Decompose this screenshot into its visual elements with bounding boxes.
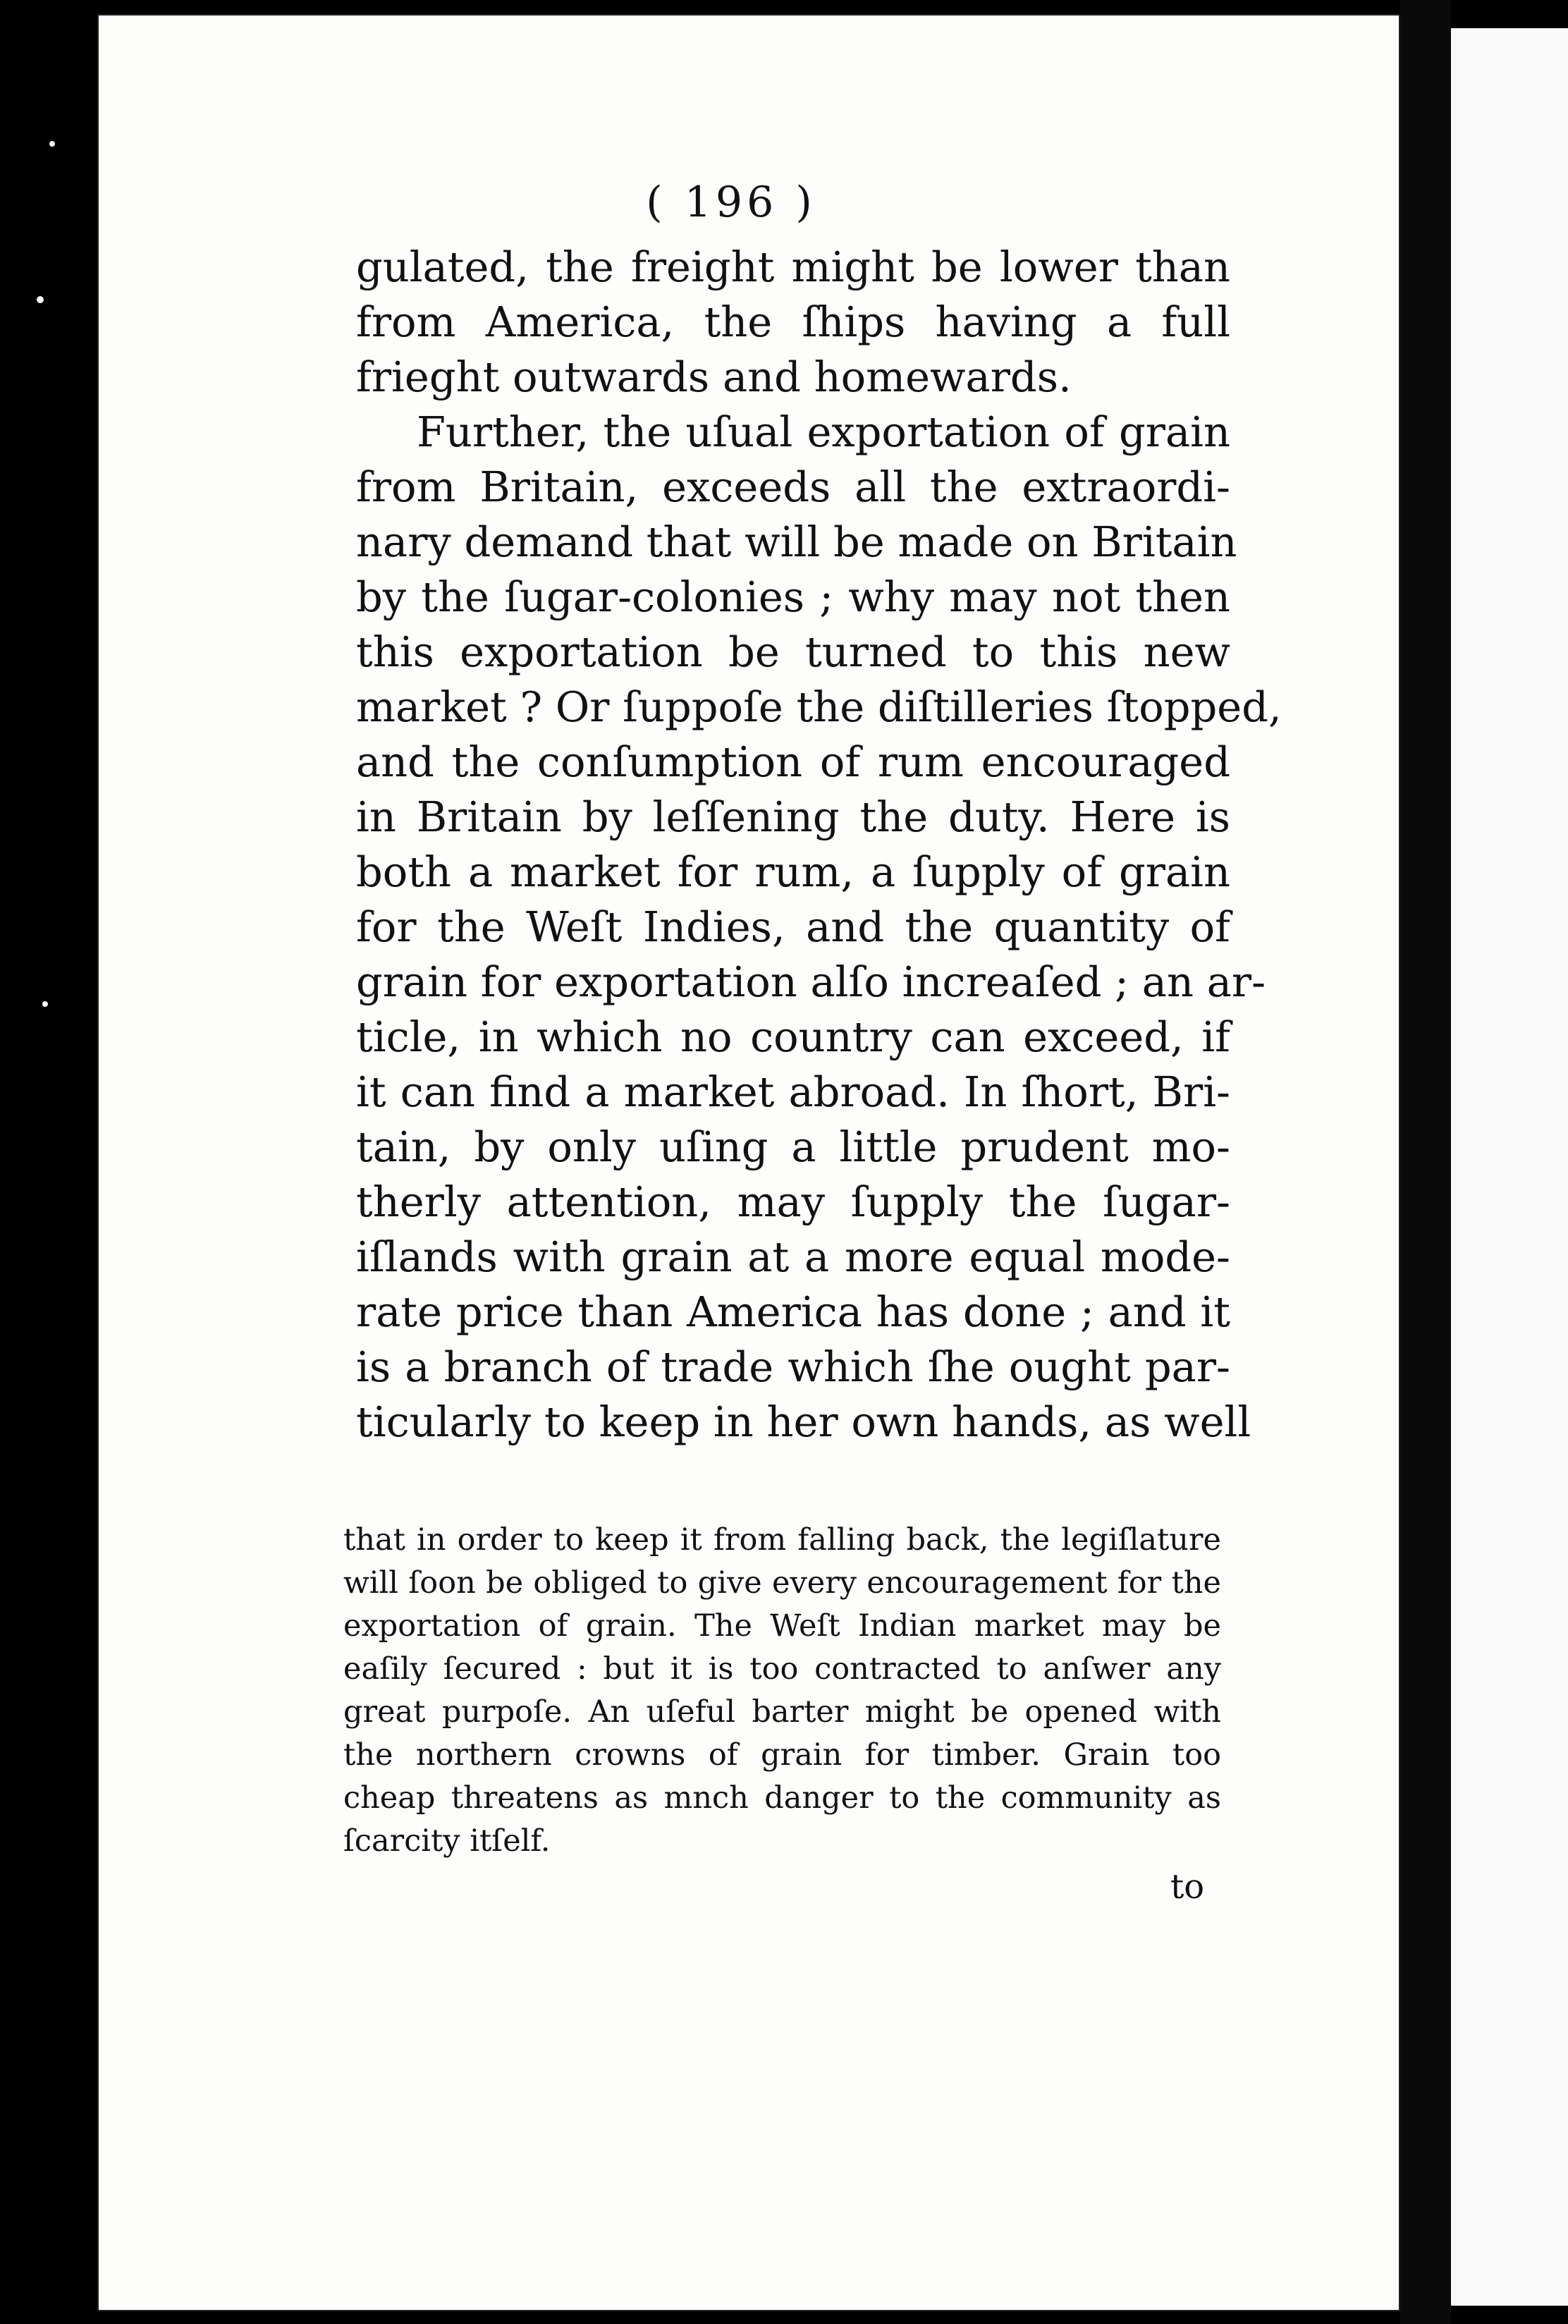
- footnote-line: ſcarcity itſelf.: [343, 1823, 551, 1859]
- body-line: market ? Or ſuppoſe the diſtilleries ſtopped,: [356, 683, 1282, 731]
- scan-speck: [37, 296, 44, 303]
- footnote: [343, 1519, 1221, 1863]
- footnote-line: great purpoſe. An uſeful barter might be opened with: [343, 1694, 1221, 1730]
- body-line: from America, the ſhips having a full: [356, 298, 1230, 346]
- footnote-line: cheap threatens as mnch danger to the community as: [343, 1780, 1221, 1816]
- body-line: is a branch of trade which ſhe ought par-: [356, 1343, 1230, 1391]
- footnote-line: that in order to keep it from falling back, the legiſlature: [343, 1522, 1221, 1558]
- catchword: to: [1170, 1867, 1205, 1907]
- body-line: rate price than America has done ; and it: [356, 1288, 1230, 1336]
- body-line: by the ſugar-colonies ; why may not then: [356, 573, 1230, 621]
- body-line: both a market for rum, a ſupply of grain: [356, 848, 1230, 896]
- scan-speck: [42, 1001, 48, 1007]
- page-number: ( 196 ): [646, 178, 816, 227]
- body-line: from Britain, exceeds all the extraordi-: [356, 463, 1230, 511]
- footnote-line: exportation of grain. The Weſt Indian market may be: [343, 1608, 1221, 1644]
- footnote-line: will ſoon be obliged to give every encouragement for the: [343, 1565, 1221, 1601]
- body-line: Further, the uſual exportation of grain: [417, 408, 1230, 456]
- body-line: for the Weſt Indies, and the quantity of: [356, 903, 1230, 951]
- facing-page-edge: [1451, 28, 1568, 2306]
- book-gutter: [1400, 0, 1451, 2324]
- body-line: ticle, in which no country can exceed, if: [356, 1013, 1230, 1061]
- body-text: [356, 240, 1282, 1450]
- body-line: ticularly to keep in her own hands, as well: [356, 1398, 1251, 1446]
- body-line: it can find a market abroad. In ſhort, Bri-: [356, 1068, 1230, 1116]
- body-line: gulated, the freight might be lower than: [356, 243, 1230, 291]
- body-line: iſlands with grain at a more equal mode-: [356, 1233, 1230, 1281]
- body-line: frieght outwards and homewards.: [356, 353, 1072, 401]
- body-line: this exportation be turned to this new: [356, 628, 1230, 676]
- body-line: grain for exportation alſo increaſed ; an ar-: [356, 958, 1266, 1006]
- body-line: in Britain by leſſening the duty. Here is: [356, 793, 1230, 841]
- scan-speck: [49, 141, 55, 147]
- footnote-line: eaſily ſecured : but it is too contracted to anſwer any: [343, 1651, 1221, 1687]
- body-line: and the conſumption of rum encouraged: [356, 738, 1230, 786]
- footnote-line: the northern crowns of grain for timber. Grain too: [343, 1737, 1221, 1773]
- body-line: nary demand that will be made on Britain: [356, 518, 1237, 566]
- body-line: tain, by only uſing a little prudent mo-: [356, 1123, 1230, 1171]
- body-line: therly attention, may ſupply the ſugar-: [356, 1178, 1230, 1226]
